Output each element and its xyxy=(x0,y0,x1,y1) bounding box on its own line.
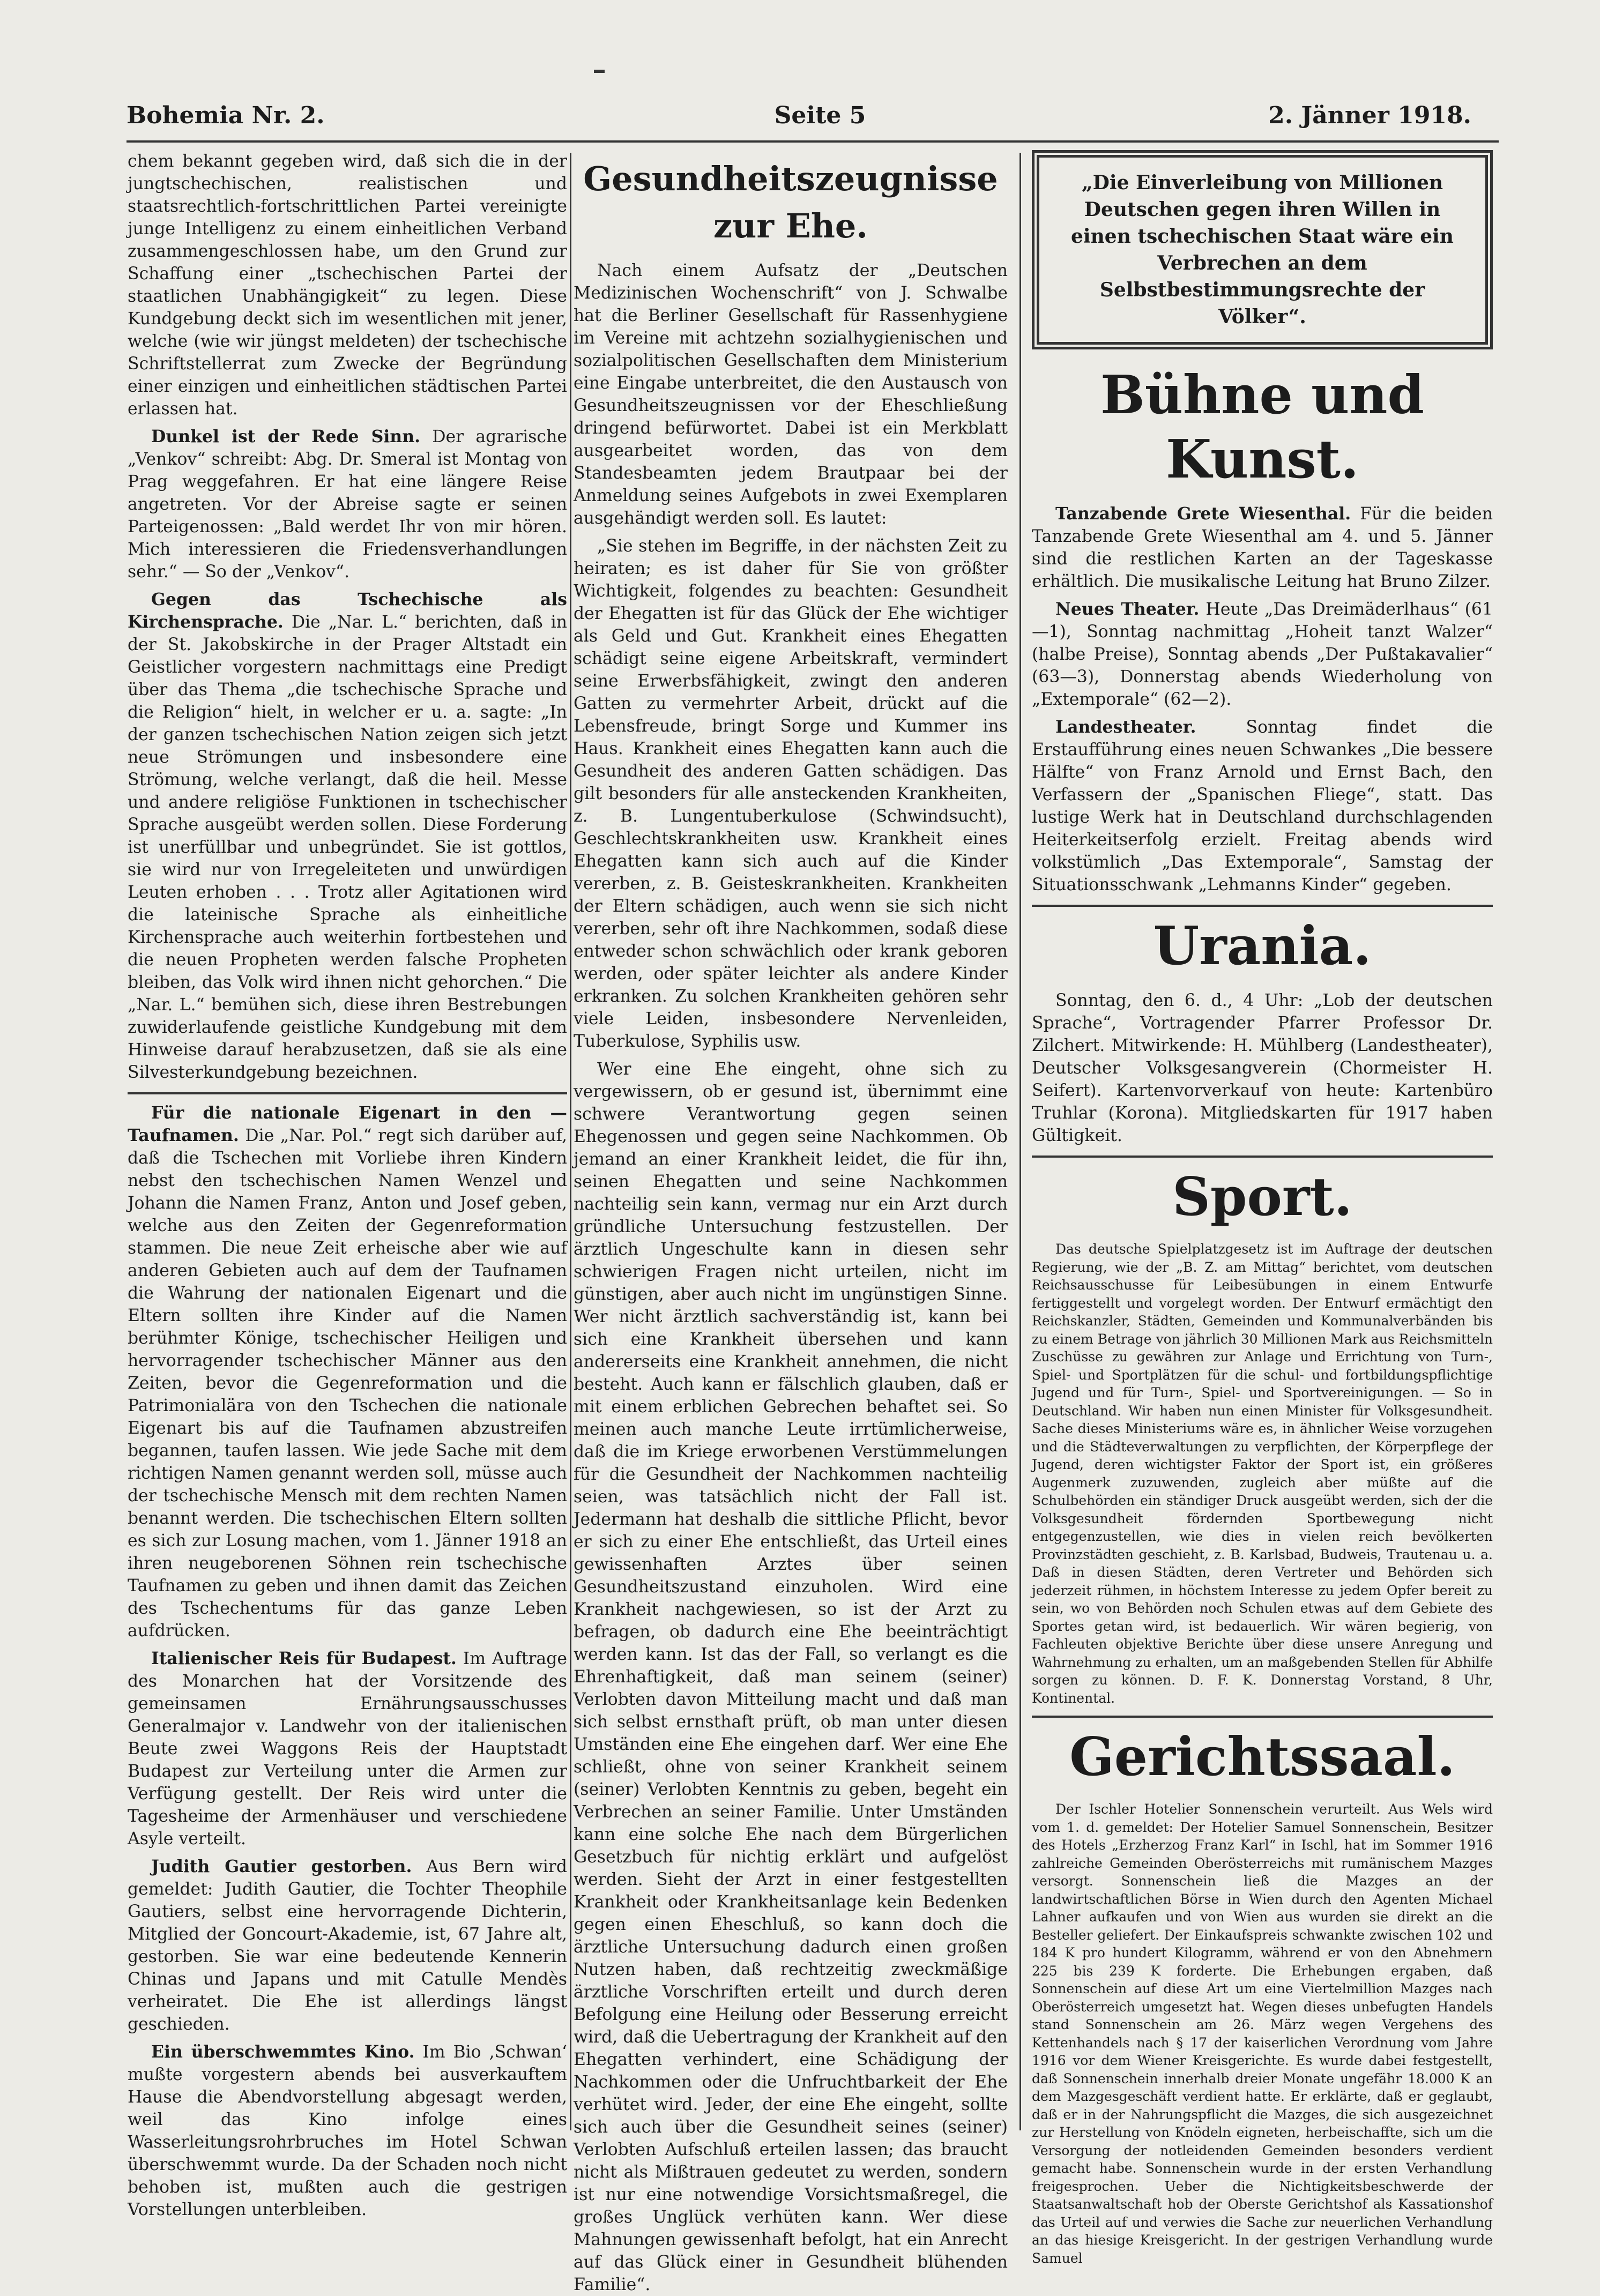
headline-reis: Italienischer Reis für Budapest. xyxy=(151,1649,457,1668)
item-wiesenthal: Tanzabende Grete Wiesenthal. Für die beiden Tanzabende Grete Wiesenthal am 4. und 5. Jänner sind die restlichen Karten an der Tageskasse erhältlich. Die musikalische Leitung hat Bruno Zilzer. xyxy=(1032,504,1493,591)
header-issue: Bohemia Nr. 2. xyxy=(126,102,325,129)
paragraph: Nach einem Aufsatz der „Deutschen Medizinischen Wochenschrift“ von J. Schwalbe hat die Berliner Gesellschaft für Rassenhygiene im Vereine mit achtzehn sozialhygienischen und sozialpolitischen Gesellschaften dem Ministerium eine Eingabe unterbreitet, die den Austausch von Gesundheitszeugnissen vor der Eheschließung dringend befürwortet. Dabei ist ein Merkblatt ausgearbeitet worden, das von dem Standesbeamten jedem Brautpaar bei der Anmeldung seines Aufgebots in zwei Exemplaren ausgehändigt werden soll. Es lautet: xyxy=(574,261,1008,528)
top-mark xyxy=(594,70,605,73)
section-gerichtssaal: Gerichtssaal. xyxy=(1069,1726,1455,1788)
divider xyxy=(1032,1156,1493,1158)
article-reis: Italienischer Reis für Budapest. Im Auftrage des Monarchen hat der Vorsitzende des gemeinsamen Ernährungsausschusses Generalmajor v. Landwehr von der italienischen Beute zwei Waggons Reis der Hauptstadt Budapest zur Verteilung unter die Armen zur Verfügung gestellt. Der Reis wird unter die Tagesheime der Armenhäuser und verschiedene Asyle verteilt. xyxy=(128,1649,568,1848)
headline-taufnamen: Für die nationale Eigenart in den — Taufnamen. xyxy=(128,1103,567,1145)
header-rule xyxy=(126,140,1499,143)
article-gautier: Judith Gautier gestorben. Aus Bern wird gemeldet: Judith Gautier, die Tochter Theophile Gautiers, selbst eine hervorragende Dichterin, Mitglied der Goncourt-Akademie, ist, 67 Jahre alt, gestorben. Sie war eine bedeutende Kennerin Chinas und Japans und mit Catulle Mendès verheiratet. Die Ehe ist allerdings längst geschieden. xyxy=(128,1857,567,2034)
header-date: 2. Jänner 1918. xyxy=(1268,102,1471,129)
section-urania: Urania. xyxy=(1153,915,1372,977)
paragraph: Wer eine Ehe eingeht, ohne sich zu vergewissern, ob er gesund ist, übernimmt eine schwere Verantwortung gegen seinen Ehegenossen und gegen seine Nachkommen. Ob jemand an einer Krankheit leidet, die für ihn, seinen Ehegatten und seine Nachkommen nachteilig sein kann, vermag nur ein Arzt durch gründliche Untersuchung festzustellen. Der ärztlich Ungeschulte kann in diesen sehr schwierigen Fragen nicht urteilen, nicht im günstigen, aber auch nicht im ungünstigen Sinne. Wer nicht ärztlich sachverständig ist, kann bei sich eine Krankheit übersehen und kann andererseits eine Krankheit annehmen, die nicht besteht. Auch kann er fälschlich glauben, daß er mit einem erblichen Gebrechen behaftet sei. So meinen auch manche Leute irrtümlicherweise, daß die im Kriege erworbenen Verstümmelungen für die Gesundheit der Nachkommen nachteilig seien, was tatsächlich nicht der Fall ist. Jedermann hat deshalb die sittliche Pflicht, bevor er sich zu einer Ehe entschließt, das Urteil eines gewissenhaften Arztes über seinen Gesundheitszustand einzuholen. Wird eine Krankheit nachgewiesen, so ist der Arzt zu befragen, ob dadurch eine Ehe beeinträchtigt werden kann. Ist das der Fall, so verlangt es die Ehrenhaftigkeit, daß man seinem (seiner) Verlobten davon Mitteilung macht und daß man sich selbst ernsthaft prüft, ob man unter diesen Umständen eine Ehe eingehen darf. Wer eine Ehe schließt, ohne von seiner Krankheit seinem (seiner) Verlobten Kenntnis zu geben, begeht ein Verbrechen an seiner Familie. Unter Umständen kann eine solche Ehe nach dem Bürgerlichen Gesetzbuch für nichtig erklärt und aufgelöst werden. Sieht der Arzt in einer festgestellten Krankheit oder Krankheitsanlage kein Bedenken gegen einen Eheschluß, so kann doch die ärztliche Untersuchung dadurch einen großen Nutzen haben, daß rechtzeitig zweckmäßige ärztliche Vorschriften erteilt und durch deren Befolgung eine Heilung oder Besserung erreicht wird, daß die Uebertragung der Krankheit auf den Ehegatten verhindert, eine Schädigung der Nachkommen oder die Unfruchtbarkeit der Ehe verhütet wird. Jeder, der eine Ehe eingeht, sollte sich auch über die Gesundheit seines (seiner) Verlobten Aufschluß erteilen lassen; das braucht nicht als Mißtrauen gedeutet zu werden, sondern ist nur eine notwendige Vorsichtsmaßregel, die großes Unglück verhüten kann. Wer diese Mahnungen gewissenhaft befolgt, hat ein Anrecht auf das Glück einer in Gesundheit blühenden Familie“. xyxy=(574,1060,1008,2294)
header-page-number: Seite 5 xyxy=(774,102,866,129)
column-middle xyxy=(574,150,1008,2294)
divider xyxy=(1032,1716,1493,1718)
item-landestheater: Landestheater. Sonntag findet die Erstaufführung eines neuen Schwankes „Die bessere Hälfte“ von Franz Arnold und Ernst Bach, den Verfassern der „Spanischen Fliege“, statt. Das lustige Werk hat in Deutschland durchschlagenden Heiterkeitserfolg erzielt. Freitag abends wird volkstümlich „Das Extemporale“, Samstag der Situationsschwank „Lehmanns Kinder“ gegeben. xyxy=(1032,717,1493,894)
divider xyxy=(128,1092,567,1094)
article-kirchensprache: Gegen das Tschechische als Kirchensprache. Die „Nar. L.“ berichten, daß in der St. Jakobskirche in der Prager Altstadt ein Geistlicher vorgestern nachmittags eine Predigt über das Thema „die tschechische Sprache und die Religion“ hielt, in welcher er u. a. sagte: „In der ganzen tschechischen Nation zeigen sich jetzt neue Strömungen und insbesondere eine Strömung, welche verlangt, daß die heil. Messe und andere religiöse Funktionen in tschechischer Sprache ausgeübt werden sollen. Diese Forderung ist unerfüllbar und unbegründet. Sie ist gottlos, sie wird nur von Irregeleiteten und unwürdigen Leuten erhoben . . . Trotz aller Agitationen wird die lateinische Sprache als einheitliche Kirchensprache auch weiterhin fortbestehen und die neuen Propheten werden falsche Propheten bleiben, das Volk wird ihnen nicht gehorchen.“ Die „Nar. L.“ bemühen sich, diese ihren Bestrebungen zuwiderlaufende geistliche Kundgebung mit dem Hinweise darauf herabzusetzen, daß sie als eine Silvesterkundgebung bezeichnen. xyxy=(128,590,567,1082)
column-rule-1 xyxy=(570,153,571,2130)
section-sport: Sport. xyxy=(1172,1166,1352,1228)
column-right xyxy=(1032,150,1493,2266)
paragraph: „Sie stehen im Begriffe, in der nächsten Zeit zu heiraten; es ist daher für Sie von größter Wichtigkeit, folgendes zu beachten: Gesundheit der Ehegatten ist für das Glück der Ehe wichtiger als Geld und Gut. Krankheit eines Ehegatten schädigt seine eigene Arbeitskraft, vermindert seine Erwerbsfähigkeit, zwingt den anderen Gatten zu vermehrter Arbeit, drückt auf die Lebensfreude, bringt Sorge und Kummer ins Haus. Krankheit eines Ehegatten kann auch die Gesundheit des anderen Gatten schädigen. Das gilt besonders für alle ansteckenden Krankheiten, z. B. Lungentuberkulose (Schwindsucht), Geschlechtskrankheiten usw. Krankheit eines Ehegatten kann sich auch auf die Kinder vererben, z. B. Geisteskrankheiten. Krankheiten der Eltern schädigen, auch wenn sie sich nicht vererben, sehr oft ihre Nachkommen, sodaß diese entweder schon schwächlich oder krank geboren werden, oder später leichter als andere Kinder erkranken. Zu solchen Krankheiten gehören sehr viele Leiden, insbesondere Nervenleiden, Tuberkulose, Syphilis usw. xyxy=(574,536,1008,1051)
article-kino: Ein überschwemmtes Kino. Im Bio ‚Schwan‘ mußte vorgestern abends bei ausverkauftem Hause die Abendvorstellung abgesagt werden, weil das Kino infolge eines Wasserleitungsrohrbruches im Hotel Schwan überschwemmt wurde. Da der Schaden noch nicht behoben ist, mußten auch die gestrigen Vorstellungen unterbleiben. xyxy=(128,2042,567,2219)
column-left xyxy=(128,150,568,2219)
article-continued: chem bekannt gegeben wird, daß sich die in der jungtschechischen, realistischen und staatsrechtlich-fortschrittlichen Partei vereinigte junge Intelligenz zu einem einheitlichen Verband zusammengeschlossen habe, um den Grund zur Schaffung einer „tschechischen Partei der staatlichen Unabhängigkeit“ zu legen. Diese Kundgebung deckt sich im wesentlichen mit jener, welche (wie wir jüngst meldeten) der tschechische Schriftstellerrat zum Zwecke der Begründung einer einzigen und einheitlichen städtischen Partei erlassen hat. xyxy=(128,152,567,419)
column-rule-2 xyxy=(1019,153,1021,2130)
headline-kirchensprache: Gegen das Tschechische als Kirchensprache. xyxy=(128,590,567,632)
headline-dunkel: Dunkel ist der Rede Sinn. xyxy=(151,427,421,446)
headline-gesundheitszeugnisse: Gesundheitszeugnisse zur Ehe. xyxy=(583,159,998,245)
item-urania: Sonntag, den 6. d., 4 Uhr: „Lob der deutschen Sprache“, Vortragender Pfarrer Professor Dr. Zilchert. Mitwirkende: H. Mühlberg (Landestheater), Deutscher Volksgesangverein (Chormeister H. Seifert). Kartenvorverkauf von heute: Kartenbüro Truhlar (Korona). Mitgliedskarten für 1917 haben Gültigkeit. xyxy=(1032,991,1493,1145)
section-buehne-und-kunst: Bühne und Kunst. xyxy=(1100,364,1425,490)
headline-gautier: Judith Gautier gestorben. xyxy=(151,1857,412,1876)
headline-kino: Ein überschwemmtes Kino. xyxy=(151,2042,415,2062)
divider xyxy=(1032,905,1493,907)
article-taufnamen: Für die nationale Eigenart in den — Taufnamen. Die „Nar. Pol.“ regt sich darüber auf, daß die Tschechen mit Vorliebe ihren Kindern nebst den tschechischen Namen Wenzel und Johann die Namen Franz, Anton und Josef geben, welche aus den Zeiten der Gegenreformation stammen. Die neue Zeit erheische aber wie auf anderen Gebieten auch auf dem der Taufnamen die Wahrung der nationalen Eigenart und die Eltern sollten ihre Kinder auf die Namen berühmter Könige, tschechischer Heiligen und hervorragender tschechischer Männer aus den Zeiten, bevor die Gegenreformation und die Patrimonialära von den Tschechen die nationale Eigenart bis auf die Taufnamen abzustreifen begannen, taufen lassen. Wie jede Sache mit dem richtigen Namen genannt werden soll, müsse auch der tschechische Mensch mit dem rechten Namen benannt werden. Die tschechischen Eltern sollten es sich zur Losung machen, vom 1. Jänner 1918 an ihren neugeborenen Söhnen rein tschechische Taufnamen zu geben und ihnen damit das Zeichen des Tschechentums für das ganze Leben aufdrücken. xyxy=(128,1103,567,1641)
item-sport: Das deutsche Spielplatzgesetz ist im Auftrage der deutschen Regierung, wie der „B. Z. am Mittag“ berichtet, vom deutschen Reichsausschusse für Leibesübungen in einem Entwurfe fertiggestellt und vorgelegt worden. Der Entwurf ermächtigt den Reichskanzler, Städten, Gemeinden und Kommunalverbänden bis zu einem Betrage von jährlich 30 Millionen Mark aus Reichsmitteln Zuschüsse zu gewähren zur Anlage und Errichtung von Turn-, Spiel- und Sportplätzen für die schul- und fortbildungspflichtige Jugend und für Turn-, Spiel- und Sportvereinigungen. — So in Deutschland. Wir haben nun einen Minister für Volksgesundheit. Sache dieses Ministeriums wäre es, in ähnlicher Weise vorzugehen und die Städteverwaltungen zu verpflichten, der Körperpflege der Jugend, deren wichtigster Faktor der Sport ist, ein größeres Augenmerk zuzuwenden, zugleich aber müßte auf die Schulbehörden ein ständiger Druck ausgeübt werden, sich der die Volksgesundheit fördernden Sportbewegung nicht entgegenzustellen, wie dies in vielen reich bevölkerten Provinzstädten geschieht, z. B. Karlsbad, Budweis, Trautenau u. a. Daß in diesen Städten, deren Vertreter und Behörden sich jederzeit rühmen, in höchstem Interesse zu jedem Opfer bereit zu sein, wo von Behörden noch Schulen etwas auf dem Gebiete des Sportes getan wird, ist bedauerlich. Wir wären begierig, von Fachleuten objektive Berichte über diese unsere Anregung und Wahrnehmung zu erhalten, um an maßgebenden Stellen für Abhilfe sorgen zu können. D. F. K. Donnerstag Vorstand, 8 Uhr, Kontinental. xyxy=(1032,1241,1493,1706)
item-gerichtssaal: Der Ischler Hotelier Sonnenschein verurteilt. Aus Wels wird vom 1. d. gemeldet: Der Hotelier Samuel Sonnenschein, Besitzer des Hotels „Erzherzog Franz Karl“ in Ischl, hat im Sommer 1916 zahlreiche Gemeinden Oberösterreichs mit rumänischem Mazges versorgt. Sonnenschein ließ die Mazges an der landwirtschaftlichen Börse in Wien durch den Agenten Michael Lahner aufkaufen und von Wien aus wurden sie direkt an die Besteller geliefert. Der Einkaufspreis schwankte zwischen 102 und 184 K pro hundert Kilogramm, während er von den Abnehmern 225 bis 239 K forderte. Die Erhebungen ergaben, daß Sonnenschein auf diese Art um eine Viertelmillion Mazges nach Oberösterreich umgesetzt hat. Wegen dieses unbefugten Handels stand Sonnenschein am 26. März wegen Vergehens des Kettenhandels nach § 17 der kaiserlichen Verordnung vom Jahre 1916 vor dem Wiener Kreisgerichte. Es wurde dabei festgestellt, daß Sonnenschein innerhalb dreier Monate ungefähr 18.000 K an dem Mazgesgeschäft verdient hatte. Er erklärte, daß er geglaubt, daß er in der Nahrungspflicht die Mazges, die sich ausgezeichnet zur Herstellung von Knödeln eigneten, herbeischaffte, sich um die Versorgung der notleidenden Gemeinden besonders verdient gemacht habe. Sonnenschein wurde in der ersten Verhandlung freigesprochen. Ueber die Nichtigkeitsbeschwerde der Staatsanwaltschaft hob der Oberste Gerichtshof als Kassationshof das Urteil auf und verwies die Sache zur neuerlichen Verhandlung an das hiesige Kreisgericht. In der gestrigen Verhandlung wurde Samuel xyxy=(1032,1801,1493,2266)
article-dunkel: Dunkel ist der Rede Sinn. Der agrarische „Venkov“ schreibt: Abg. Dr. Smeral ist Montag von Prag weggefahren. Er hat eine längere Reise angetreten. Vor der Abreise sagte er seinen Parteigenossen: „Bald werdet Ihr von mir hören. Mich interessieren die Friedensverhandlungen sehr.“ — So der „Venkov“. xyxy=(128,427,567,582)
framed-notice: „Die Einverleibung von Millionen Deutschen gegen ihren Willen in einen tschechischen Staat wäre ein Verbrechen an dem Selbstbestimmungsrechte der Völker“. xyxy=(1032,150,1493,349)
item-neues-theater: Neues Theater. Heute „Das Dreimäderlhaus“ (61—1), Sonntag nachmittag „Hoheit tanzt Walzer“ (halbe Preise), Sonntag abends „Der Pußtakavalier“ (63—3), Donnerstag abends Wiederholung von „Extemporale“ (62—2). xyxy=(1032,599,1493,709)
